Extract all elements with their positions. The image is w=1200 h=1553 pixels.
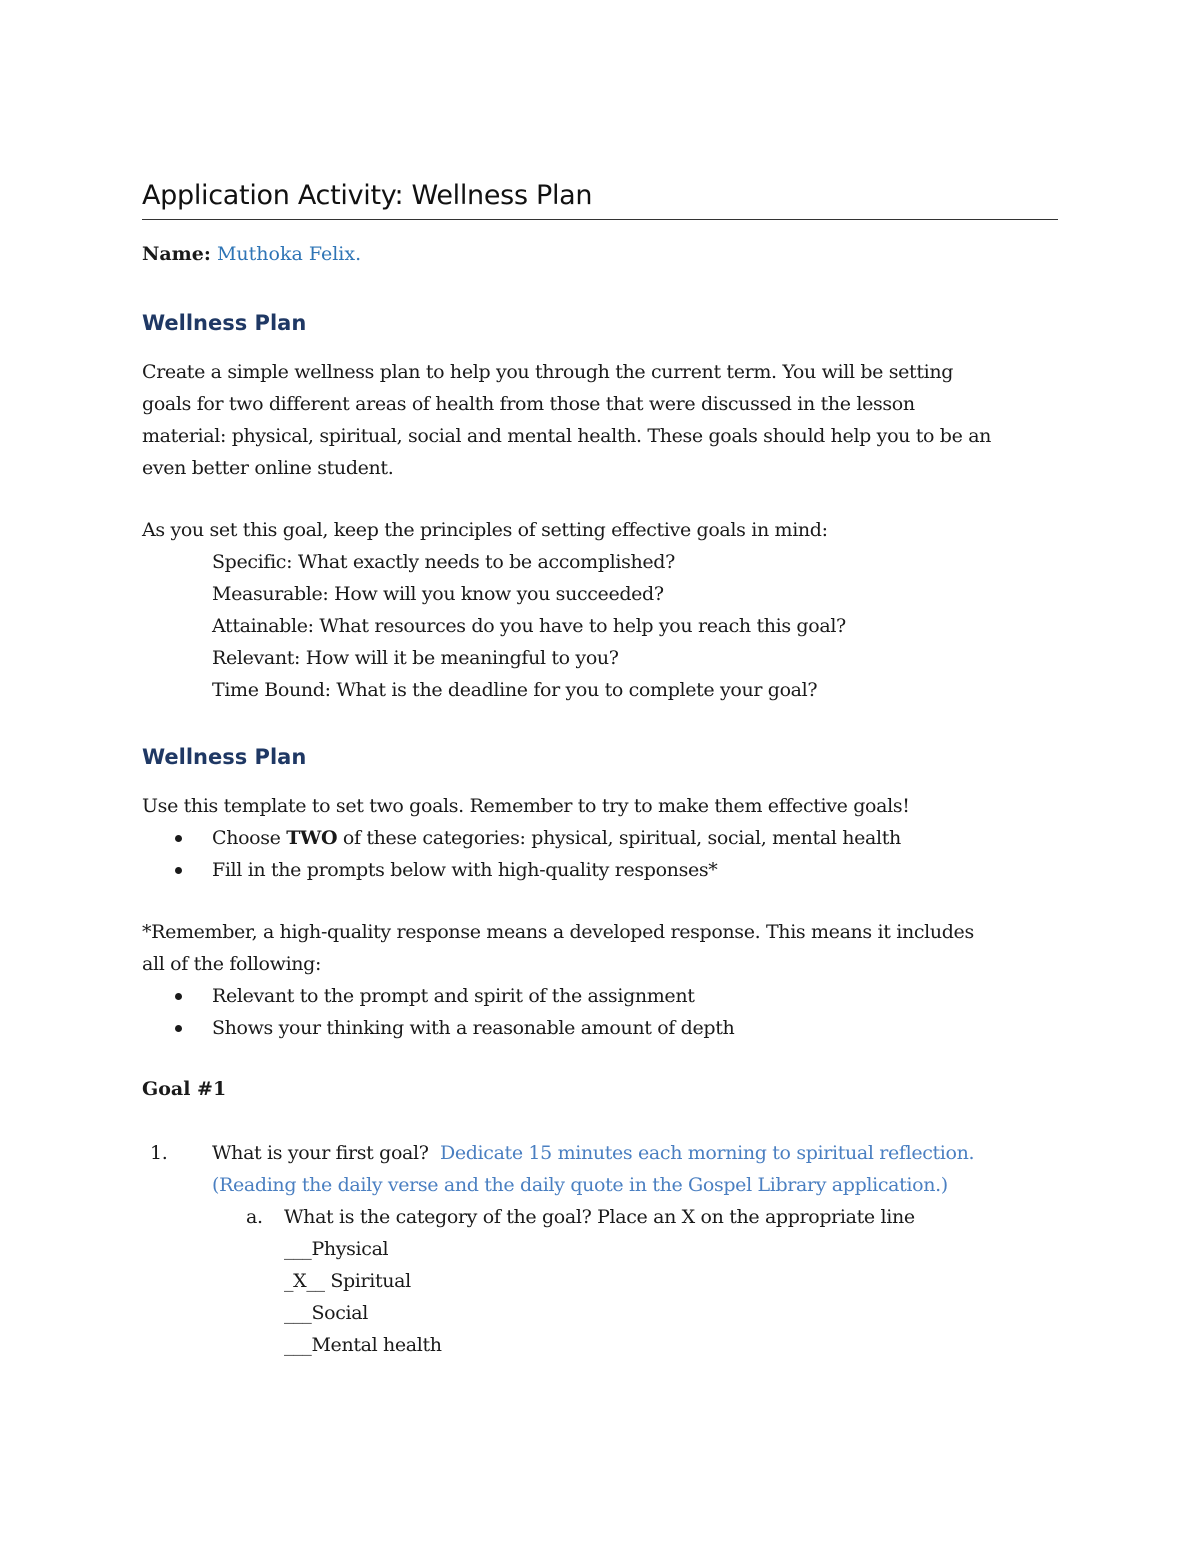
intro-line: Create a simple wellness plan to help you through the current term. You will be setting [142, 361, 954, 383]
document-title: Application Activity: Wellness Plan [142, 180, 593, 211]
principle-measurable: Measurable: How will you know you succeeded? [212, 583, 664, 605]
bullet-icon [175, 835, 182, 842]
option-spiritual: _X__ Spiritual [284, 1270, 411, 1292]
intro-line: even better online student. [142, 457, 394, 479]
bullet-icon [175, 867, 182, 874]
instruction-bullets [142, 822, 901, 886]
goal-answer-continued: (Reading the daily verse and the daily quote in the Gospel Library application.) [212, 1174, 948, 1196]
option-social: ___Social [284, 1302, 368, 1324]
quality-criteria-list [142, 980, 734, 1044]
intro-line: material: physical, spiritual, social and mental health. These goals should help you to be an [142, 425, 992, 447]
emphasis-two: TWO [286, 827, 338, 849]
template-intro: Use this template to set two goals. Remember to try to make them effective goals! [142, 795, 910, 817]
option-mental-health: ___Mental health [284, 1334, 442, 1356]
bullet-icon [175, 993, 182, 1000]
bullet-icon [175, 1025, 182, 1032]
goal-answer: Dedicate 15 minutes each morning to spiritual reflection. [439, 1142, 975, 1164]
principles-list [212, 546, 846, 706]
name-line [142, 243, 361, 265]
document-page [142, 0, 1058, 1553]
sub-question-prompt: What is the category of the goal? Place an X on the appropriate line [284, 1206, 915, 1228]
section2-heading: Wellness Plan [142, 745, 307, 769]
principle-time-bound: Time Bound: What is the deadline for you to complete your goal? [212, 679, 818, 701]
criterion-relevant: Relevant to the prompt and spirit of the assignment [142, 980, 734, 1012]
option-physical: ___Physical [284, 1238, 389, 1260]
question-1a [142, 1201, 1058, 1233]
intro-paragraph [142, 356, 1058, 484]
section1-heading: Wellness Plan [142, 311, 307, 335]
title-underline [142, 219, 1058, 220]
quality-note: *Remember, a high-quality response means a developed response. This means it includes all of the following: [142, 921, 974, 975]
principle-relevant: Relevant: How will it be meaningful to you? [212, 647, 619, 669]
name-label: Name: [142, 243, 211, 265]
criterion-depth: Shows your thinking with a reasonable amount of depth [142, 1012, 734, 1044]
principle-specific: Specific: What exactly needs to be accomplished? [212, 551, 675, 573]
goal1-questions [142, 1137, 1058, 1361]
intro-line: goals for two different areas of health from those that were discussed in the lesson [142, 393, 915, 415]
question-number: 1. [150, 1142, 168, 1164]
name-value: Muthoka Felix. [216, 243, 362, 265]
goal1-heading: Goal #1 [142, 1078, 227, 1100]
instruction-choose: Choose TWO of these categories: physical, spiritual, social, mental health [142, 822, 901, 854]
principles-intro: As you set this goal, keep the principles of setting effective goals in mind: [142, 519, 828, 541]
question-prompt: What is your first goal? [212, 1142, 429, 1164]
question-1 [142, 1137, 1058, 1201]
principle-attainable: Attainable: What resources do you have to help you reach this goal? [212, 615, 846, 637]
sub-question-letter: a. [246, 1206, 263, 1228]
instruction-fill-in: Fill in the prompts below with high-quality responses* [142, 854, 901, 886]
